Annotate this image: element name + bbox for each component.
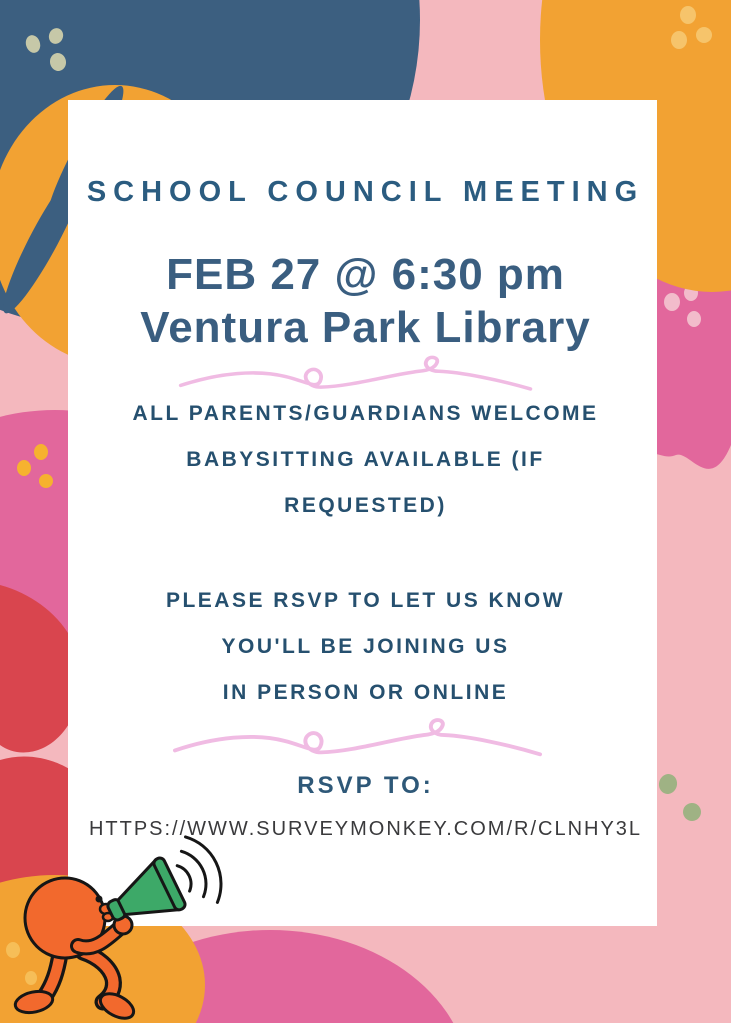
squiggle-divider-icon (170, 712, 548, 762)
rsvp-line: YOU'LL BE JOINING US (221, 635, 510, 658)
rsvp-line: PLEASE RSVP TO LET US KNOW (165, 589, 566, 612)
rsvp-line: IN PERSON OR ONLINE (222, 681, 509, 704)
event-venue: Ventura Park Library (140, 303, 591, 352)
squiggle-divider-icon (176, 350, 538, 396)
rsvp-label: RSVP TO: (297, 772, 434, 799)
info-line: REQUESTED) (284, 494, 447, 517)
page-title: SCHOOL COUNCIL MEETING (86, 176, 645, 208)
rsvp-url: HTTPS://WWW.SURVEYMONKEY.COM/R/CLNHY3L (88, 818, 643, 840)
megaphone-character-icon (0, 826, 250, 1023)
sound-waves-icon (177, 837, 221, 903)
event-date: FEB 27 @ 6:30 pm (166, 250, 565, 299)
info-line: ALL PARENTS/GUARDIANS WELCOME (132, 402, 599, 425)
info-line: BABYSITTING AVAILABLE (IF (186, 448, 545, 471)
character-eye (96, 896, 103, 903)
